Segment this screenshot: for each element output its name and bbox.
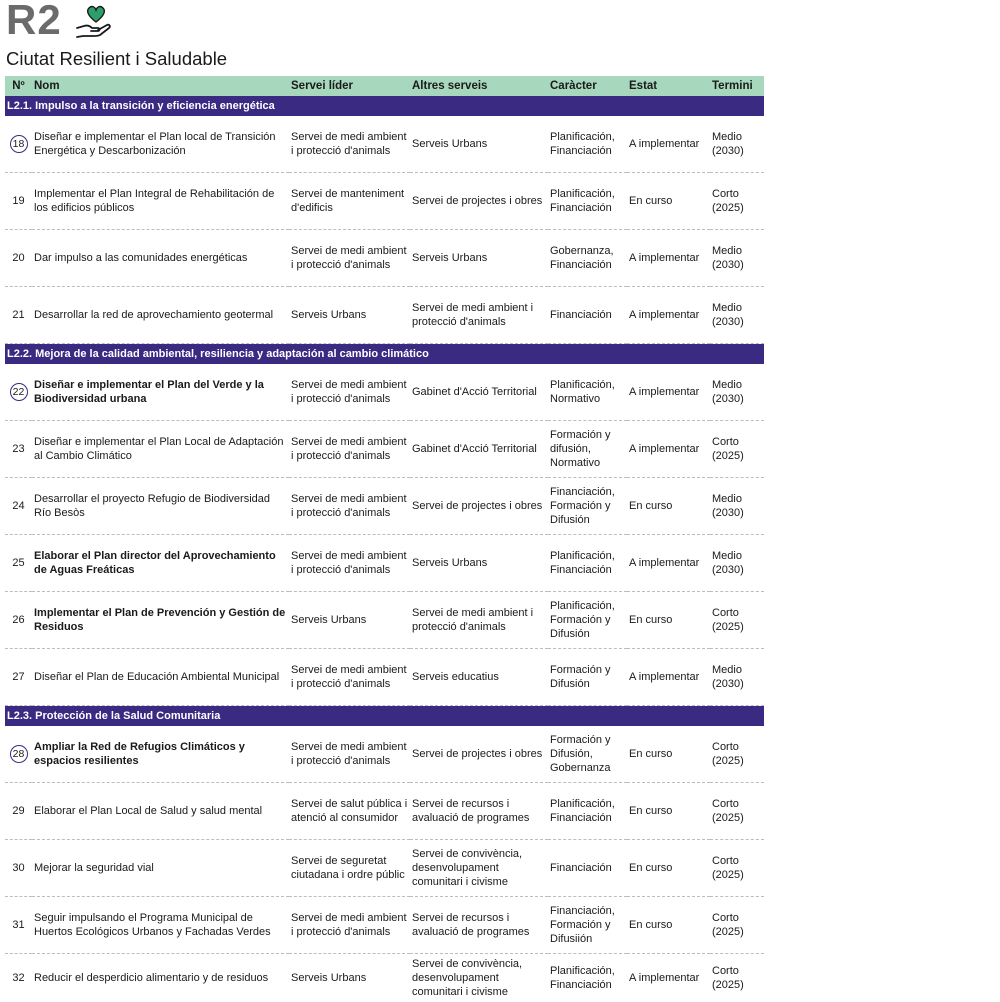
num-cell (5, 649, 32, 706)
lider-cell: Servei de medi ambient i protecció d'animals (289, 116, 410, 173)
col-header-termini: Termini (710, 76, 764, 96)
nom-cell: Desarrollar la red de aprovechamiento geotermal (32, 287, 289, 344)
altres-cell: Servei de recursos i avaluació de programes (410, 897, 548, 954)
nom-cell: Elaborar el Plan Local de Salud y salud mental (32, 783, 289, 840)
termini-cell: Corto (2025) (710, 421, 764, 478)
table-row (5, 478, 764, 535)
estat-cell: En curso (627, 592, 710, 649)
col-header-altres: Altres serveis (410, 76, 548, 96)
table-row (5, 649, 764, 706)
caracter-cell: Financiación, Formación y Difusión (548, 478, 627, 535)
nom-cell: Diseñar e implementar el Plan Local de Adaptación al Cambio Climático (32, 421, 289, 478)
action-number-circled: 18 (10, 135, 28, 153)
action-number: 20 (12, 252, 24, 264)
action-number: 23 (12, 443, 24, 455)
termini-cell: Medio (2030) (710, 230, 764, 287)
action-number: 32 (12, 972, 24, 984)
action-number: 25 (12, 557, 24, 569)
lider-cell: Servei de medi ambient i protecció d'animals (289, 535, 410, 592)
table-row (5, 230, 764, 287)
caracter-cell: Formación y Difusión, Gobernanza (548, 726, 627, 783)
col-header-caracter: Caràcter (548, 76, 627, 96)
table-row (5, 364, 764, 421)
section-code: R2 (6, 0, 62, 44)
altres-cell: Serveis Urbans (410, 116, 548, 173)
estat-cell: A implementar (627, 649, 710, 706)
altres-cell: Servei de convivència, desenvolupament comunitari i civisme (410, 954, 548, 1002)
altres-cell: Gabinet d'Acció Territorial (410, 421, 548, 478)
action-number: 31 (12, 919, 24, 931)
altres-cell: Serveis Urbans (410, 535, 548, 592)
altres-cell: Servei de recursos i avaluació de programes (410, 783, 548, 840)
nom-cell: Mejorar la seguridad vial (32, 840, 289, 897)
estat-cell: A implementar (627, 535, 710, 592)
lider-cell: Serveis Urbans (289, 287, 410, 344)
estat-cell: En curso (627, 478, 710, 535)
col-header-num: Nº (5, 76, 32, 96)
caracter-cell: Financiación (548, 287, 627, 344)
col-header-nom: Nom (32, 76, 289, 96)
lider-cell: Serveis Urbans (289, 954, 410, 1002)
num-cell (5, 287, 32, 344)
altres-cell: Gabinet d'Acció Territorial (410, 364, 548, 421)
table-row (5, 592, 764, 649)
section-row (5, 706, 764, 727)
termini-cell: Corto (2025) (710, 592, 764, 649)
caracter-cell: Formación y Difusión (548, 649, 627, 706)
nom-cell: Dar impulso a las comunidades energéticas (32, 230, 289, 287)
estat-cell: A implementar (627, 364, 710, 421)
num-cell (5, 230, 32, 287)
lider-cell: Servei de salut pública i atenció al consumidor (289, 783, 410, 840)
table-row (5, 535, 764, 592)
table-row (5, 840, 764, 897)
altres-cell: Servei de convivència, desenvolupament comunitari i civisme (410, 840, 548, 897)
termini-cell: Medio (2030) (710, 287, 764, 344)
actions-table (5, 76, 764, 1002)
caracter-cell: Planificación, Financiación (548, 954, 627, 1002)
caracter-cell: Formación y difusión, Normativo (548, 421, 627, 478)
num-cell (5, 592, 32, 649)
nom-cell: Diseñar e implementar el Plan local de Transición Energética y Descarbonización (32, 116, 289, 173)
lider-cell: Servei de medi ambient i protecció d'animals (289, 421, 410, 478)
num-cell (5, 478, 32, 535)
caracter-cell: Planificación, Financiación (548, 535, 627, 592)
action-number: 29 (12, 805, 24, 817)
lider-cell: Servei de medi ambient i protecció d'animals (289, 364, 410, 421)
section-title: L2.2. Mejora de la calidad ambiental, resiliencia y adaptación al cambio climático (5, 344, 764, 365)
section-title: L2.3. Protección de la Salud Comunitaria (5, 706, 764, 727)
termini-cell: Medio (2030) (710, 116, 764, 173)
altres-cell: Servei de projectes i obres (410, 726, 548, 783)
table-row (5, 116, 764, 173)
nom-cell: Ampliar la Red de Refugios Climáticos y espacios resilientes (32, 726, 289, 783)
lider-cell: Servei de seguretat ciutadana i ordre públic (289, 840, 410, 897)
table-row (5, 954, 764, 1002)
lider-cell: Servei de medi ambient i protecció d'animals (289, 478, 410, 535)
lider-cell: Serveis Urbans (289, 592, 410, 649)
caracter-cell: Planificación, Normativo (548, 364, 627, 421)
estat-cell: En curso (627, 783, 710, 840)
page-subtitle: Ciutat Resilient i Saludable (6, 48, 227, 70)
estat-cell: A implementar (627, 230, 710, 287)
altres-cell: Serveis educatius (410, 649, 548, 706)
altres-cell: Serveis Urbans (410, 230, 548, 287)
caracter-cell: Gobernanza, Financiación (548, 230, 627, 287)
estat-cell: A implementar (627, 287, 710, 344)
termini-cell: Corto (2025) (710, 173, 764, 230)
caracter-cell: Financiación (548, 840, 627, 897)
table-row (5, 783, 764, 840)
action-number: 30 (12, 862, 24, 874)
table-row (5, 287, 764, 344)
lider-cell: Servei de medi ambient i protecció d'animals (289, 726, 410, 783)
caracter-cell: Planificación, Financiación (548, 173, 627, 230)
table-row (5, 421, 764, 478)
lider-cell: Servei de manteniment d'edificis (289, 173, 410, 230)
action-number: 21 (12, 309, 24, 321)
section-row (5, 96, 764, 116)
table-row (5, 897, 764, 954)
hand-heart-icon (74, 2, 118, 40)
caracter-cell: Financiación, Formación y Difusiión (548, 897, 627, 954)
termini-cell: Medio (2030) (710, 649, 764, 706)
altres-cell: Servei de projectes i obres (410, 478, 548, 535)
caracter-cell: Planificación, Formación y Difusión (548, 592, 627, 649)
nom-cell: Diseñar e implementar el Plan del Verde y la Biodiversidad urbana (32, 364, 289, 421)
nom-cell: Elaborar el Plan director del Aprovechamiento de Aguas Freáticas (32, 535, 289, 592)
estat-cell: A implementar (627, 116, 710, 173)
num-cell (5, 364, 32, 421)
page-header (6, 0, 766, 76)
nom-cell: Implementar el Plan Integral de Rehabilitación de los edificios públicos (32, 173, 289, 230)
section-title: L2.1. Impulso a la transición y eficiencia energética (5, 96, 764, 116)
num-cell (5, 840, 32, 897)
table-row (5, 726, 764, 783)
nom-cell: Seguir impulsando el Programa Municipal de Huertos Ecológicos Urbanos y Fachadas Verdes (32, 897, 289, 954)
action-number: 26 (12, 614, 24, 626)
estat-cell: A implementar (627, 954, 710, 1002)
col-header-lider: Servei líder (289, 76, 410, 96)
estat-cell: A implementar (627, 421, 710, 478)
table-header-row (5, 76, 764, 96)
col-header-estat: Estat (627, 76, 710, 96)
lider-cell: Servei de medi ambient i protecció d'animals (289, 230, 410, 287)
estat-cell: En curso (627, 726, 710, 783)
termini-cell: Corto (2025) (710, 897, 764, 954)
action-number: 24 (12, 500, 24, 512)
caracter-cell: Planificación, Financiación (548, 116, 627, 173)
caracter-cell: Planificación, Financiación (548, 783, 627, 840)
nom-cell: Reducir el desperdicio alimentario y de residuos (32, 954, 289, 1002)
lider-cell: Servei de medi ambient i protecció d'animals (289, 897, 410, 954)
termini-cell: Medio (2030) (710, 364, 764, 421)
termini-cell: Medio (2030) (710, 478, 764, 535)
lider-cell: Servei de medi ambient i protecció d'animals (289, 649, 410, 706)
nom-cell: Diseñar el Plan de Educación Ambiental Municipal (32, 649, 289, 706)
action-number: 27 (12, 671, 24, 683)
table-body (5, 96, 764, 1002)
action-number: 19 (12, 195, 24, 207)
altres-cell: Servei de projectes i obres (410, 173, 548, 230)
altres-cell: Servei de medi ambient i protecció d'animals (410, 287, 548, 344)
num-cell (5, 783, 32, 840)
num-cell (5, 116, 32, 173)
section-row (5, 344, 764, 365)
termini-cell: Corto (2025) (710, 954, 764, 1002)
num-cell (5, 173, 32, 230)
estat-cell: En curso (627, 173, 710, 230)
num-cell (5, 897, 32, 954)
num-cell (5, 535, 32, 592)
altres-cell: Servei de medi ambient i protecció d'animals (410, 592, 548, 649)
estat-cell: En curso (627, 897, 710, 954)
table-row (5, 173, 764, 230)
action-number-circled: 28 (10, 745, 28, 763)
nom-cell: Implementar el Plan de Prevención y Gestión de Residuos (32, 592, 289, 649)
action-number-circled: 22 (10, 383, 28, 401)
num-cell (5, 954, 32, 1002)
num-cell (5, 421, 32, 478)
num-cell (5, 726, 32, 783)
termini-cell: Corto (2025) (710, 783, 764, 840)
termini-cell: Medio (2030) (710, 535, 764, 592)
nom-cell: Desarrollar el proyecto Refugio de Biodiversidad Río Besòs (32, 478, 289, 535)
termini-cell: Corto (2025) (710, 840, 764, 897)
termini-cell: Corto (2025) (710, 726, 764, 783)
estat-cell: En curso (627, 840, 710, 897)
